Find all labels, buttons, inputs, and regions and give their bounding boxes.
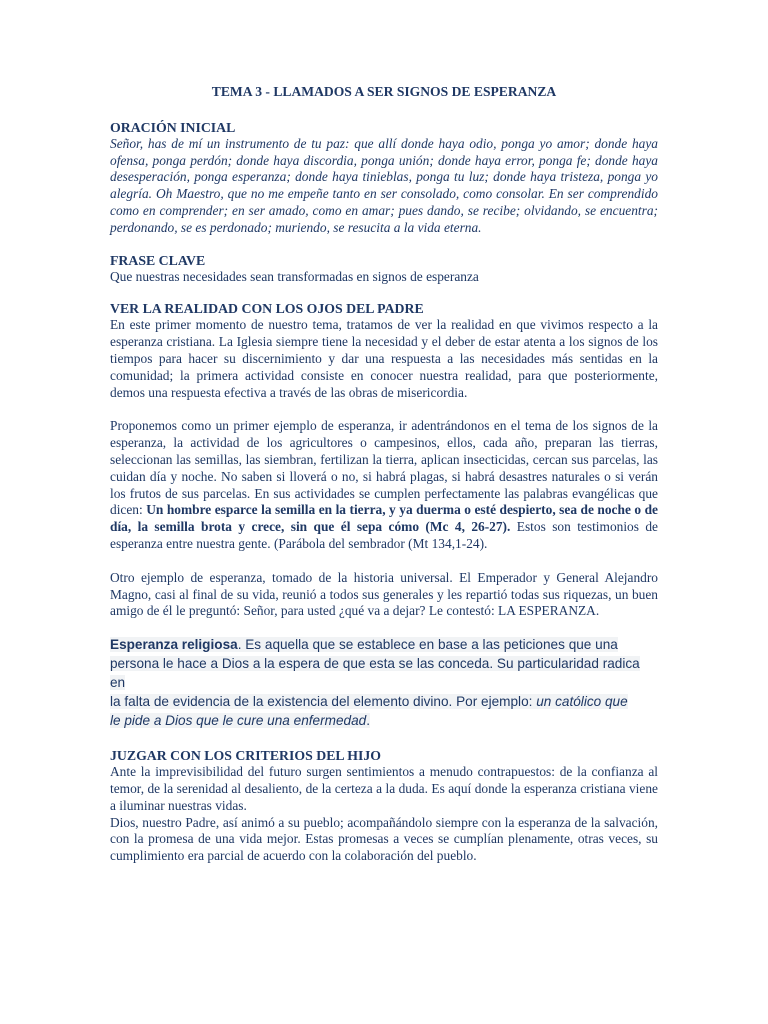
document-title: TEMA 3 - LLAMADOS A SER SIGNOS DE ESPERANZA <box>211 84 557 99</box>
gospel-quote: Un hombre esparce la semilla en la tierra, y ya duerma o esté despierto, sea de noche o de día, la semilla brota y crece, sin que él sepa cómo (Mc 4, 26-27). <box>110 502 658 535</box>
heading-frase-clave: FRASE CLAVE <box>110 252 206 268</box>
religiosa-line-4: le pide a Dios que le cure una enfermedad. <box>110 713 370 729</box>
ver-p2-end: Estos son testimonios de esperanza entre nuestra gente. (Parábola del sembrador (Mt 134,1-24). <box>110 519 659 551</box>
esperanza-religiosa-block <box>110 635 658 730</box>
heading-juzgar: JUZGAR CON LOS CRITERIOS DEL HIJO <box>110 748 382 764</box>
heading-oracion-inicial: ORACIÓN INICIAL <box>110 119 236 135</box>
frase-clave-text: Que nuestras necesidades sean transformadas en signos de esperanza <box>110 268 479 284</box>
religiosa-line-1: Esperanza religiosa. Es aquella que se establece en base a las peticiones que una <box>110 637 618 653</box>
ver-paragraph-3: Otro ejemplo de esperanza, tomado de la historia universal. El Emperador y General Alejandro Magno, casi al final de su vida, reunió a todos sus generales y les repartió todas sus riquezas, un buen amigo de él le preguntó: Señor, para usted ¿qué va a dejar? Le contestó: LA ESPERANZA. <box>110 569 658 619</box>
section-frase-clave <box>110 252 658 286</box>
ver-p2-start: Proponemos como un primer ejemplo de esperanza, ir adentrándonos en el tema de los signos de la esperanza, la actividad de los agricultores o campesinos, ellos, cada año, preparan las tierras, seleccionan las semillas, las siembran, fertilizan la tierra, aplican insecticidas, cercan sus parcelas, las cuidan día y noche. No saben si lloverá o no, si habrá plagas, si habrá desastres naturales o si verán los frutos de sus parcelas. En sus actividades se cumplen perfectamente las palabras evangélicas que dicen: <box>110 418 658 518</box>
ver-paragraph-1: En este primer momento de nuestro tema, tratamos de ver la realidad en que vivimos respecto a la esperanza cristiana. La Iglesia siempre tiene la necesidad y el deber de estar atenta a los signos de los tiempos para hacer su discernimiento y dar una respuesta a las necesidades más sentidas en la comunidad; la primera actividad consiste en conocer nuestra realidad, para que posteriormente, demos una respuesta efectiva a través de las obras de misericordia. <box>110 317 658 400</box>
religiosa-term: Esperanza religiosa <box>110 637 238 653</box>
religiosa-line-3: la falta de evidencia de la existencia del elemento divino. Por ejemplo: un católico que <box>110 694 628 710</box>
prayer-text: Señor, has de mí un instrumento de tu paz: que allí donde haya odio, ponga yo amor; donde haya ofensa, ponga perdón; donde haya discordia, ponga unión; donde haya error, ponga fe; donde haya desesperación, ponga esperanza; donde haya tinieblas, ponga tu luz; donde haya tristeza, ponga yo alegría. Oh Maestro, que no me empeñe tanto en ser consolado, como consolar. En ser comprendido como en comprender; en ser amado, como en amar; pues dando, se recibe; olvidando, se encuentra; perdonando, se es perdonado; muriendo, se resucita a la vida eterna. <box>110 135 658 235</box>
juzgar-paragraph-1: Ante la imprevisibilidad del futuro surgen sentimientos a menudo contrapuestos: de la confianza al temor, de la serenidad al desaliento, de la certeza a la duda. Es aquí donde la esperanza cristiana viene a iluminar nuestras vidas. <box>110 764 658 813</box>
juzgar-paragraph-2: Dios, nuestro Padre, así animó a su pueblo; acompañándolo siempre con la esperanza de la salvación, con la promesa de una vida mejor. Estas promesas a veces se cumplían plenamente, otras veces, su cumplimiento era parcial de acuerdo con la colaboración del pueblo. <box>110 814 658 864</box>
heading-ver-realidad: VER LA REALIDAD CON LOS OJOS DEL PADRE <box>110 301 424 317</box>
ver-paragraph-2 <box>110 418 658 552</box>
section-juzgar <box>110 747 658 865</box>
section-oracion <box>110 119 658 237</box>
section-ver <box>110 300 658 620</box>
document-page <box>110 84 658 865</box>
religiosa-line-2: persona le hace a Dios a la espera de que esta se las conceda. Su particularidad radica en <box>110 656 640 691</box>
